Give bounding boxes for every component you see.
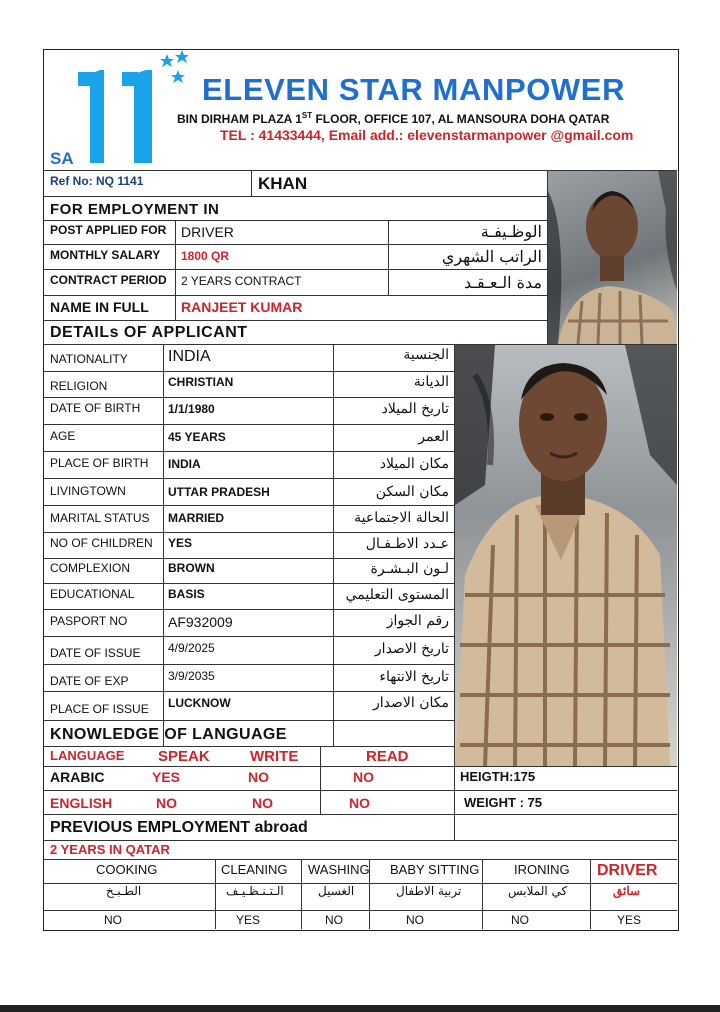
arabic-speak: YES (152, 769, 181, 785)
star-logo-icon (60, 50, 190, 170)
detail-value: BROWN (168, 561, 215, 575)
reference-number: Ref No: NQ 1141 (50, 174, 144, 188)
skill-arabic: الـتـنـظـيـف (226, 884, 284, 898)
salary-value: 1800 QR (181, 249, 230, 263)
height-value: HEIGTH:175 (460, 769, 536, 784)
detail-label: PASPORT NO (50, 614, 128, 628)
language-col-read: READ (366, 748, 409, 765)
skill-value: YES (617, 913, 642, 927)
detail-value: 3/9/2035 (168, 669, 215, 683)
skill-arabic: الغسيل (318, 884, 355, 898)
company-contact: TEL : 41433444, Email add.: elevenstarmanpower @gmail.com (220, 127, 634, 143)
skill-value: NO (325, 913, 343, 927)
skill-name: BABY SITTING (390, 862, 480, 877)
fullname-label: NAME IN FULL (50, 299, 149, 315)
detail-label: NATIONALITY (50, 352, 128, 366)
detail-value: BASIS (168, 587, 205, 601)
detail-label: DATE OF ISSUE (50, 646, 141, 660)
previous-detail: 2 YEARS IN QATAR (50, 842, 170, 857)
post-arabic: الوظـيفـة (480, 222, 542, 241)
detail-arabic: الجنسية (403, 347, 449, 363)
portrait-photo-small (548, 171, 677, 344)
skill-arabic: تربية الاطفال (396, 884, 462, 898)
skill-value: NO (104, 913, 122, 927)
detail-arabic: تاريخ الانتهاء (379, 669, 449, 685)
detail-value: AF932009 (168, 614, 233, 630)
bottom-edge (0, 1005, 720, 1012)
detail-label: DATE OF BIRTH (50, 401, 141, 415)
contract-label: CONTRACT PERIOD (50, 273, 167, 287)
surname: KHAN (258, 174, 308, 193)
detail-value: INDIA (168, 348, 211, 365)
language-arabic: ARABIC (50, 769, 105, 785)
employment-heading: FOR EMPLOYMENT IN (50, 201, 220, 218)
contract-value: 2 YEARS CONTRACT (181, 274, 302, 288)
detail-arabic: عـدد الاطـفـال (365, 536, 449, 552)
detail-arabic: العمر (418, 429, 449, 445)
skill-name: WASHING (308, 862, 370, 877)
skill-name: CLEANING (221, 862, 288, 877)
detail-label: PLACE OF ISSUE (50, 702, 149, 716)
language-heading: KNOWLEDGE OF LANGUAGE (50, 726, 287, 743)
detail-value: UTTAR PRADESH (168, 485, 270, 499)
logo-prefix: SA (50, 149, 74, 168)
detail-arabic: مكان الميلاد (379, 456, 449, 472)
detail-value: INDIA (168, 457, 201, 471)
detail-label: EDUCATIONAL (50, 587, 135, 601)
detail-arabic: رقم الجواز (386, 613, 449, 629)
language-col-speak: SPEAK (158, 748, 210, 765)
skill-name: DRIVER (597, 862, 658, 879)
skill-value: NO (511, 913, 529, 927)
detail-arabic: الديانة (413, 374, 449, 390)
detail-arabic: الحالة الاجتماعية (354, 510, 449, 526)
details-heading: DETAILs OF APPLICANT (50, 324, 248, 341)
fullname-value: RANJEET KUMAR (181, 299, 303, 315)
previous-heading: PREVIOUS EMPLOYMENT abroad (50, 819, 308, 836)
detail-label: COMPLEXION (50, 561, 131, 575)
detail-value: CHRISTIAN (168, 375, 234, 389)
english-write: NO (252, 795, 273, 811)
skill-value: NO (406, 913, 424, 927)
salary-label: MONTHLY SALARY (50, 248, 161, 262)
contract-arabic: مدة الـعـقـد (463, 273, 542, 292)
salary-arabic: الراتب الشهري (441, 247, 542, 266)
arabic-read: NO (353, 769, 374, 785)
detail-label: MARITAL STATUS (50, 511, 150, 525)
language-col-write: WRITE (250, 748, 299, 765)
skill-arabic: سائق (613, 884, 641, 898)
detail-arabic: تاريخ الاصدار (374, 641, 449, 657)
skill-value: YES (236, 913, 261, 927)
detail-arabic: مكان السكن (375, 484, 449, 500)
detail-label: LIVINGTOWN (50, 484, 126, 498)
detail-label: DATE OF EXP (50, 674, 129, 688)
company-address: BIN DIRHAM PLAZA 1ST FLOOR, OFFICE 107, AL MANSOURA DOHA QATAR (177, 111, 610, 126)
detail-value: 4/9/2025 (168, 641, 215, 655)
skill-name: COOKING (96, 862, 158, 877)
skill-arabic: كي الملابس (508, 884, 568, 898)
detail-value: 45 YEARS (168, 430, 226, 444)
post-label: POST APPLIED FOR (50, 223, 167, 237)
language-col-language: LANGUAGE (50, 748, 125, 763)
detail-arabic: لـون البـشـرة (370, 561, 449, 577)
english-speak: NO (156, 795, 177, 811)
weight-value: WEIGHT : 75 (464, 795, 543, 810)
post-value: DRIVER (181, 224, 234, 240)
detail-arabic: تاريخ الميلاد (381, 401, 449, 417)
skill-arabic: الطـبـخ (106, 884, 142, 898)
detail-label: RELIGION (50, 379, 108, 393)
detail-value: 1/1/1980 (168, 402, 215, 416)
detail-value: MARRIED (168, 511, 224, 525)
english-read: NO (349, 795, 370, 811)
company-name: ELEVEN STAR MANPOWER (202, 72, 626, 107)
detail-label: AGE (50, 429, 76, 443)
detail-arabic: مكان الاصدار (373, 695, 449, 711)
detail-arabic: المستوى التعليمي (345, 587, 449, 603)
detail-label: NO OF CHILDREN (50, 536, 153, 550)
portrait-photo-large (455, 345, 677, 766)
detail-label: PLACE OF BIRTH (50, 456, 149, 470)
detail-value: YES (168, 536, 193, 550)
language-english: ENGLISH (50, 795, 113, 811)
detail-value: LUCKNOW (168, 696, 231, 710)
arabic-write: NO (248, 769, 269, 785)
skill-name: IRONING (514, 862, 570, 877)
